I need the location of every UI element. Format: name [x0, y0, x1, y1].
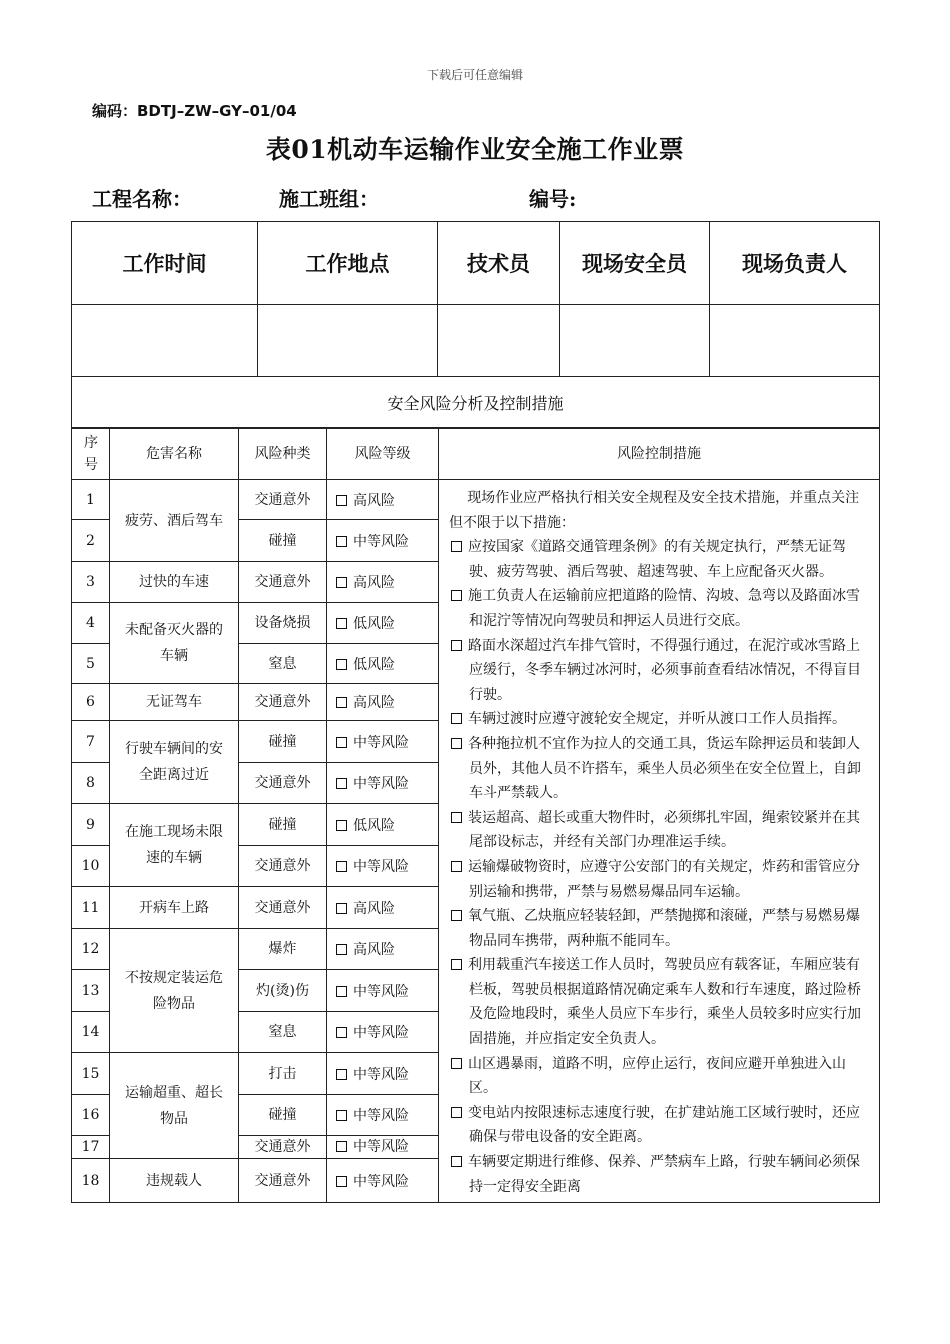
- checkbox-icon[interactable]: [336, 1176, 347, 1187]
- risk-type: 交通意外: [239, 480, 327, 520]
- risk-type: 窒息: [239, 644, 327, 684]
- checkbox-icon[interactable]: [451, 713, 462, 724]
- risk-type: 灼(烫)伤: [239, 970, 327, 1012]
- checkbox-icon[interactable]: [336, 1110, 347, 1121]
- hazard-name: 开病车上路: [110, 887, 239, 929]
- document-code: 编码：BDTJ–ZW–GY–01/04: [92, 102, 297, 120]
- risk-type: 碰撞: [239, 1095, 327, 1136]
- risk-type: 交通意外: [239, 846, 327, 887]
- measure-item: 车辆过渡时应遵守渡轮安全规定，并听从渡口工作人员指挥。: [451, 707, 873, 732]
- checkbox-icon[interactable]: [451, 959, 462, 970]
- row-no: 13: [72, 970, 110, 1012]
- header-site-leader: 现场负责人: [710, 222, 880, 305]
- row-no: 18: [72, 1159, 110, 1203]
- measure-item: 各种拖拉机不宜作为拉人的交通工具，货运车除押运员和装卸人员外，其他人员不许搭车，乘坐人员必须坐在安全位置上，自卸车斗严禁载人。: [451, 732, 873, 806]
- measure-item: 路面水深超过汽车排气管时，不得强行通过，在泥泞或冰雪路上应缓行，冬季车辆过冰河时，必须事前查看结冰情况，不得盲目行驶。: [451, 634, 873, 708]
- row-no: 1: [72, 480, 110, 520]
- hazard-name: 不按规定装运危险物品: [110, 929, 239, 1053]
- checkbox-icon[interactable]: [451, 1058, 462, 1069]
- risk-type: 交通意外: [239, 763, 327, 804]
- risk-level: 中等风险: [327, 1095, 439, 1136]
- risk-type: 碰撞: [239, 520, 327, 562]
- work-time-cell[interactable]: [72, 305, 258, 377]
- row-no: 4: [72, 603, 110, 644]
- checkbox-icon[interactable]: [336, 1141, 347, 1152]
- checkbox-icon[interactable]: [451, 541, 462, 552]
- row-no: 9: [72, 804, 110, 846]
- number-label: 编号:: [529, 187, 577, 211]
- risk-level: 中等风险: [327, 721, 439, 763]
- hazard-name: 行驶车辆间的安全距离过近: [110, 721, 239, 804]
- risk-level: 低风险: [327, 644, 439, 684]
- row-no: 7: [72, 721, 110, 763]
- risk-type: 打击: [239, 1053, 327, 1095]
- risk-type: 交通意外: [239, 887, 327, 929]
- checkbox-icon[interactable]: [451, 738, 462, 749]
- checkbox-icon[interactable]: [336, 903, 347, 914]
- hazard-name: 未配备灭火器的车辆: [110, 603, 239, 684]
- control-measures: [439, 480, 880, 1203]
- checkbox-icon[interactable]: [336, 1069, 347, 1080]
- risk-level: 中等风险: [327, 1053, 439, 1095]
- measure-item: 装运超高、超长或重大物件时，必须绑扎牢固，绳索铰紧并在其尾部设标志，并经有关部门办理准运手续。: [451, 806, 873, 855]
- checkbox-icon[interactable]: [336, 820, 347, 831]
- team-label: 施工班组：: [279, 187, 379, 211]
- checkbox-icon[interactable]: [336, 861, 347, 872]
- header-work-location: 工作地点: [258, 222, 438, 305]
- work-info-table: [71, 221, 880, 429]
- checkbox-icon[interactable]: [451, 1156, 462, 1167]
- row-no: 10: [72, 846, 110, 887]
- row-no: 12: [72, 929, 110, 970]
- risk-level: 高风险: [327, 480, 439, 520]
- work-location-cell[interactable]: [258, 305, 438, 377]
- header-technician: 技术员: [438, 222, 560, 305]
- checkbox-icon[interactable]: [451, 590, 462, 601]
- risk-level: 中等风险: [327, 1159, 439, 1203]
- project-name-label: 工程名称：: [92, 187, 192, 211]
- row-no: 6: [72, 684, 110, 721]
- risk-level: 中等风险: [327, 1136, 439, 1159]
- page-title: 表01机动车运输作业安全施工作业票: [265, 135, 685, 164]
- risk-type: 碰撞: [239, 804, 327, 846]
- hazard-name: 违规载人: [110, 1159, 239, 1203]
- row-no: 8: [72, 763, 110, 804]
- risk-type: 窒息: [239, 1012, 327, 1053]
- row-no: 17: [72, 1136, 110, 1159]
- measure-item: 变电站内按限速标志速度行驶，在扩建站施工区域行驶时，还应确保与带电设备的安全距离。: [451, 1101, 873, 1150]
- hazard-name: 疲劳、酒后驾车: [110, 480, 239, 562]
- risk-table: [71, 427, 880, 1203]
- risk-type: 设备烧损: [239, 603, 327, 644]
- measure-item: 施工负责人在运输前应把道路的险情、沟坡、急弯以及路面冰雪和泥泞等情况向驾驶员和押运人员进行交底。: [451, 584, 873, 633]
- checkbox-icon[interactable]: [451, 910, 462, 921]
- row-no: 3: [72, 562, 110, 603]
- measure-item: 山区遇暴雨，道路不明，应停止运行，夜间应避开单独进入山区。: [451, 1052, 873, 1101]
- risk-type: 交通意外: [239, 1159, 327, 1203]
- site-leader-cell[interactable]: [710, 305, 880, 377]
- risk-level: 高风险: [327, 929, 439, 970]
- checkbox-icon[interactable]: [336, 495, 347, 506]
- checkbox-icon[interactable]: [451, 1107, 462, 1118]
- risk-type: 碰撞: [239, 721, 327, 763]
- checkbox-icon[interactable]: [336, 778, 347, 789]
- row-no: 2: [72, 520, 110, 562]
- header-note: 下载后可任意编辑: [426, 68, 523, 82]
- col-header-hazard: 危害名称: [110, 428, 239, 480]
- risk-level: 中等风险: [327, 1012, 439, 1053]
- risk-level: 中等风险: [327, 970, 439, 1012]
- technician-cell[interactable]: [438, 305, 560, 377]
- risk-type: 爆炸: [239, 929, 327, 970]
- measure-item: 车辆要定期进行维修、保养、严禁病车上路，行驶车辆间必须保持一定得安全距离: [451, 1150, 873, 1199]
- measure-item: 利用载重汽车接送工作人员时，驾驶员应有载客证，车厢应装有栏板，驾驶员根据道路情况确定乘车人数和行车速度，路过险桥及危险地段时，乘坐人员应下车步行，乘坐人员较多时应实行加固措施，并应指定安全负责人。: [451, 953, 873, 1051]
- risk-level: 中等风险: [327, 763, 439, 804]
- risk-level: 中等风险: [327, 520, 439, 562]
- checkbox-icon[interactable]: [336, 986, 347, 997]
- checkbox-icon[interactable]: [451, 640, 462, 651]
- risk-level: 低风险: [327, 603, 439, 644]
- checkbox-icon[interactable]: [451, 861, 462, 872]
- header-work-time: 工作时间: [72, 222, 258, 305]
- checkbox-icon[interactable]: [336, 577, 347, 588]
- measures-intro: 现场作业应严格执行相关安全规程及安全技术措施，并重点关注但不限于以下措施：: [449, 490, 860, 531]
- checkbox-icon[interactable]: [336, 618, 347, 629]
- checkbox-icon[interactable]: [336, 1027, 347, 1038]
- checkbox-icon[interactable]: [336, 697, 347, 708]
- risk-type: 交通意外: [239, 562, 327, 603]
- checkbox-icon[interactable]: [336, 659, 347, 670]
- risk-level: 高风险: [327, 887, 439, 929]
- row-no: 5: [72, 644, 110, 684]
- col-header-risk-level: 风险等级: [327, 428, 439, 480]
- checkbox-icon[interactable]: [451, 812, 462, 823]
- row-no: 15: [72, 1053, 110, 1095]
- risk-type: 交通意外: [239, 1136, 327, 1159]
- row-no: 16: [72, 1095, 110, 1136]
- checkbox-icon[interactable]: [336, 737, 347, 748]
- measure-item: 应按国家《道路交通管理条例》的有关规定执行，严禁无证驾驶、疲劳驾驶、酒后驾驶、超速驾驶、车上应配备灭火器。: [451, 535, 873, 584]
- checkbox-icon[interactable]: [336, 944, 347, 955]
- hazard-name: 过快的车速: [110, 562, 239, 603]
- measure-item: 运输爆破物资时，应遵守公安部门的有关规定，炸药和雷管应分别运输和携带，严禁与易燃易爆品同车运输。: [451, 855, 873, 904]
- row-no: 14: [72, 1012, 110, 1053]
- hazard-name: 运输超重、超长物品: [110, 1053, 239, 1159]
- hazard-name: 无证驾车: [110, 684, 239, 721]
- risk-level: 高风险: [327, 684, 439, 721]
- safety-officer-cell[interactable]: [560, 305, 710, 377]
- col-header-measures: 风险控制措施: [439, 428, 880, 480]
- col-header-risk-type: 风险种类: [239, 428, 327, 480]
- checkbox-icon[interactable]: [336, 536, 347, 547]
- risk-level: 高风险: [327, 562, 439, 603]
- row-no: 11: [72, 887, 110, 929]
- risk-level: 低风险: [327, 804, 439, 846]
- hazard-name: 在施工现场未限速的车辆: [110, 804, 239, 887]
- col-header-no: 序号: [72, 428, 110, 480]
- risk-level: 中等风险: [327, 846, 439, 887]
- measure-item: 氧气瓶、乙炔瓶应轻装轻卸，严禁抛掷和滚碰，严禁与易燃易爆物品同车携带，两种瓶不能同车。: [451, 904, 873, 953]
- header-safety-officer: 现场安全员: [560, 222, 710, 305]
- risk-type: 交通意外: [239, 684, 327, 721]
- section-title: 安全风险分析及控制措施: [72, 377, 880, 429]
